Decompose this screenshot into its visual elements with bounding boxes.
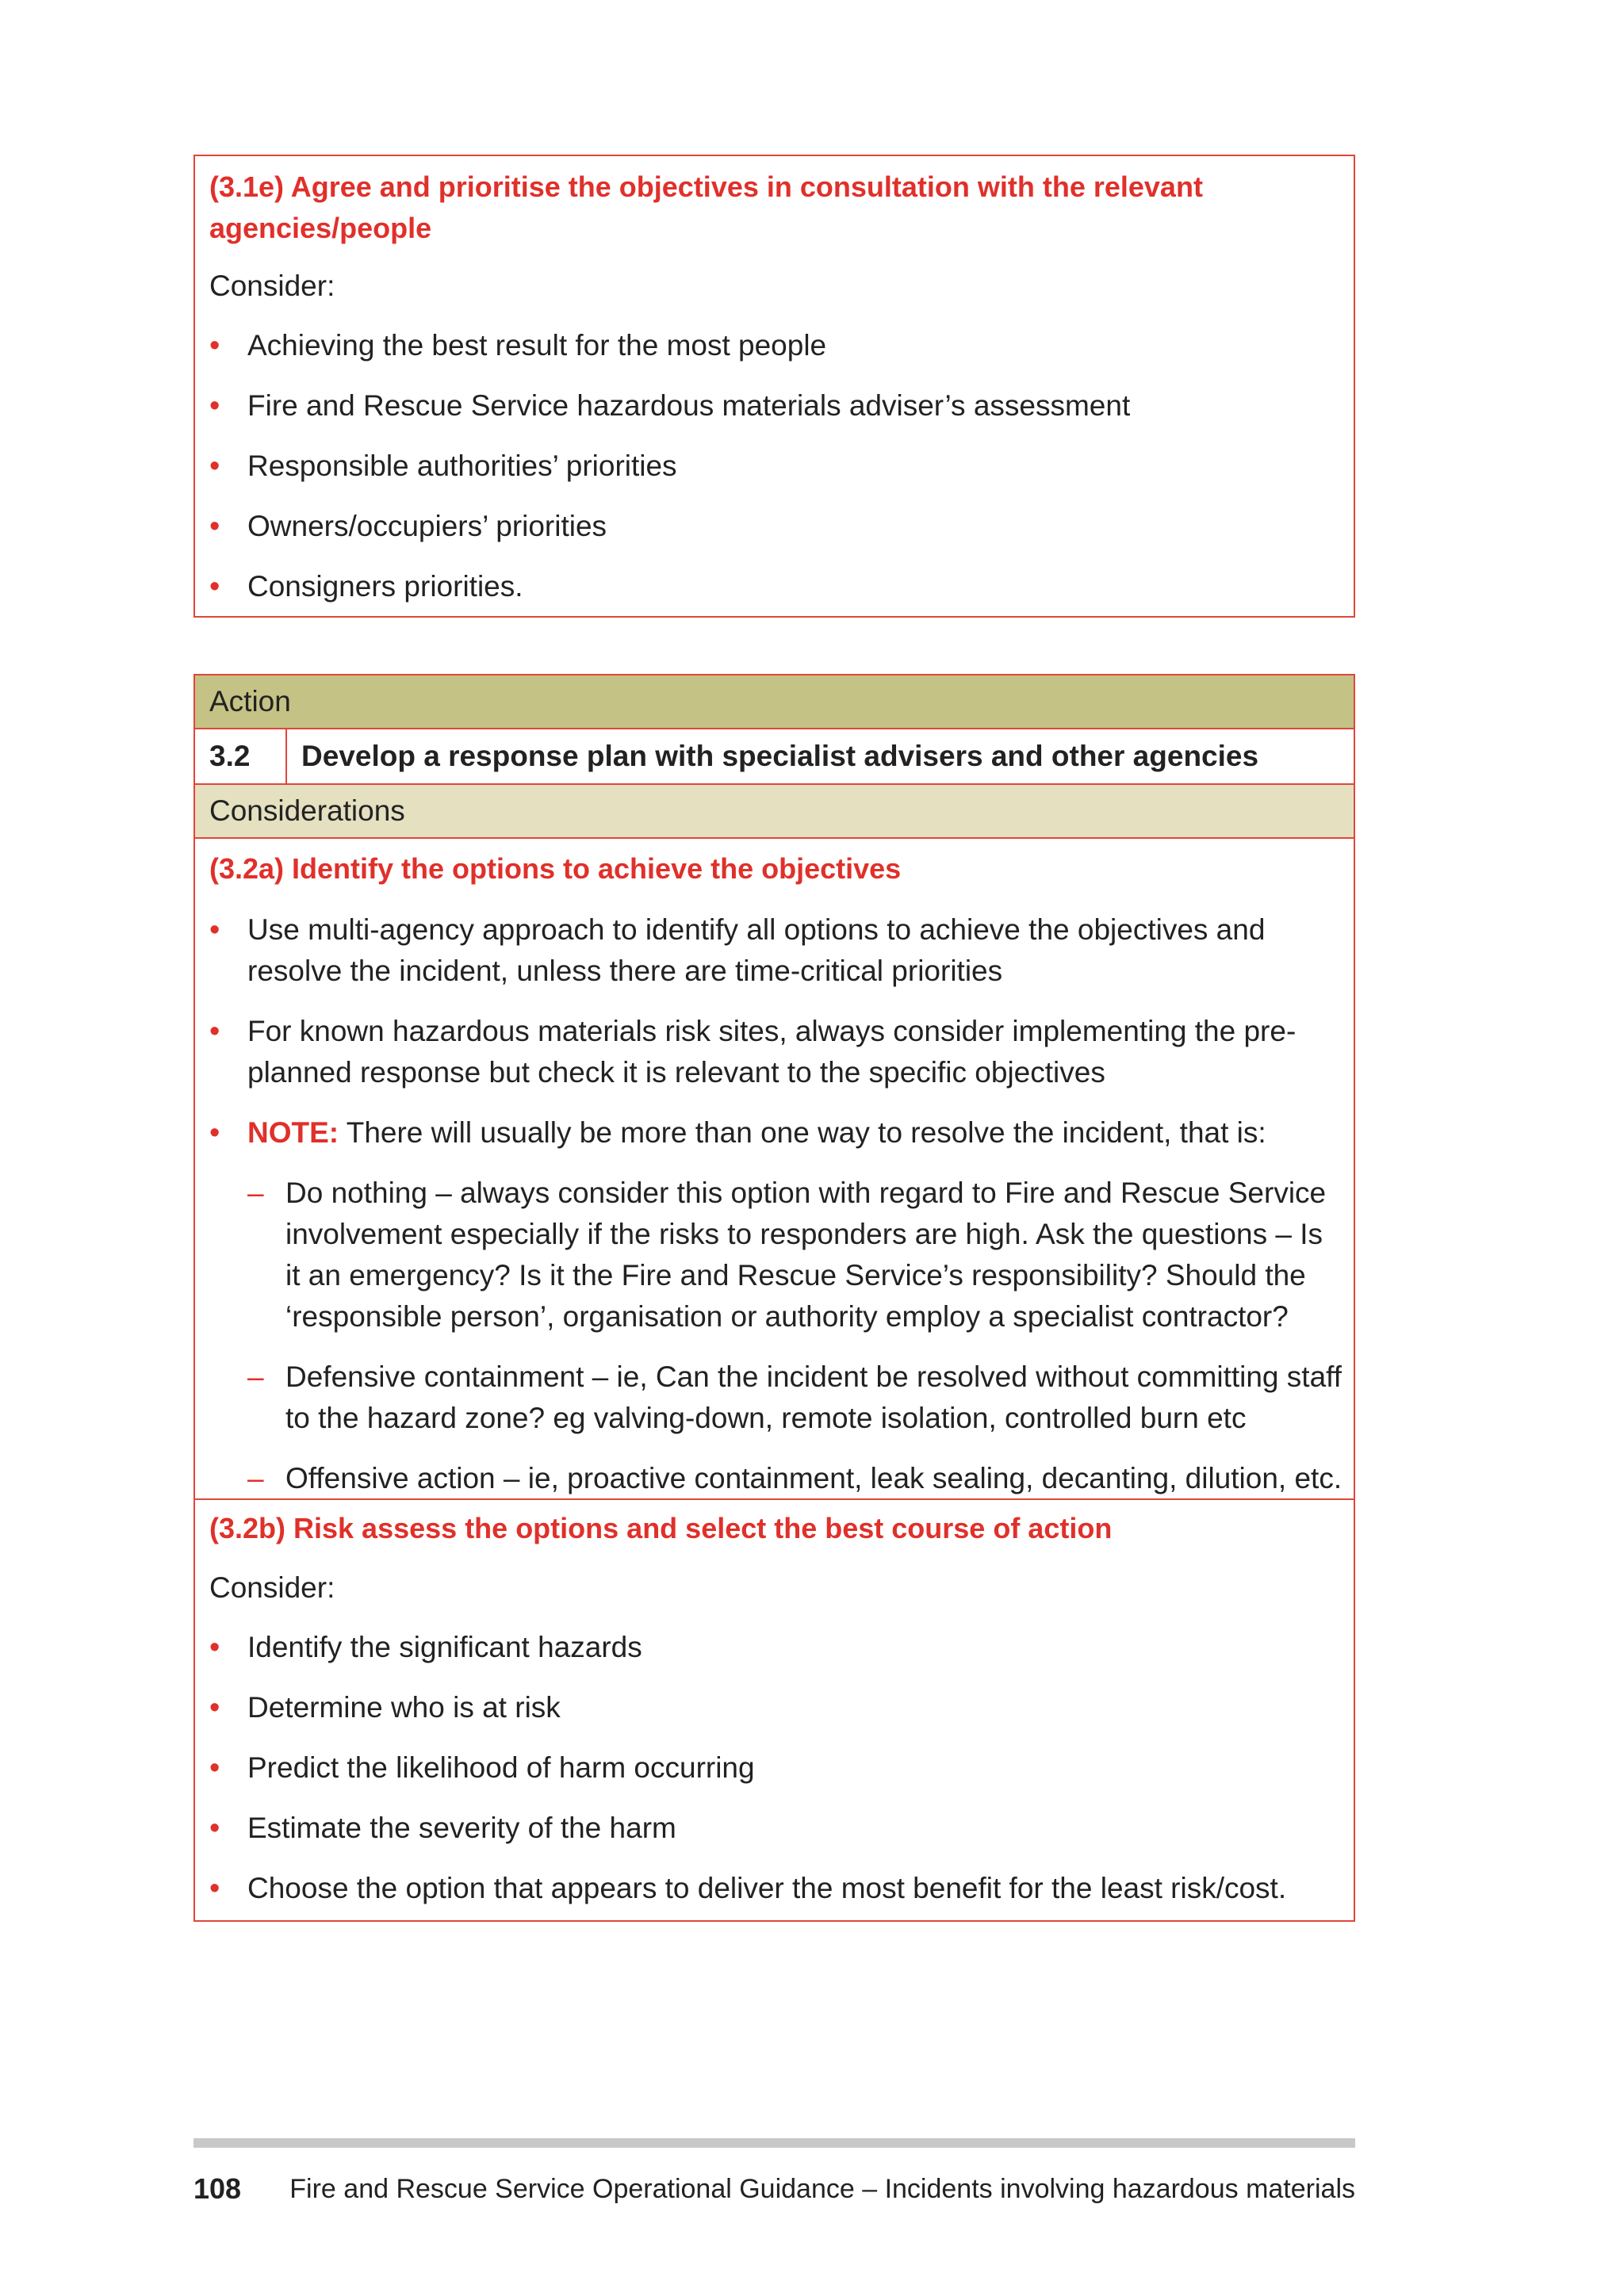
note-item [195,1112,1354,1154]
consideration-3-2a [195,839,1354,1500]
document-title: Fire and Rescue Service Operational Guidance – Incidents involving hazardous materials [289,2174,1355,2204]
list-item: • Predict the likelihood of harm occurring [195,1747,1354,1789]
box1-bullet-list [195,325,1354,607]
list-item: • Consigners priorities. [195,566,1354,607]
consider-label: Consider: [209,1571,335,1604]
page-number: 108 [193,2172,242,2205]
consideration-3-2b-heading: (3.2b) Risk assess the options and select the best course of action [209,1512,1113,1544]
list-item: • Choose the option that appears to deliver the most benefit for the least risk/cost. [195,1868,1354,1909]
section-b-bullet-list [195,1627,1354,1909]
list-item: – Offensive action – ie, proactive containment, leak sealing, decanting, dilution, etc. [195,1458,1354,1499]
list-item: • Responsible authorities’ priorities [195,446,1354,487]
footer-divider [193,2138,1355,2148]
action-row [195,729,1354,785]
list-item: – Defensive containment – ie, Can the incident be resolved without committing staff to the hazard zone? eg valving-down, remote isolation, controlled burn etc [195,1357,1354,1439]
list-item: • Fire and Rescue Service hazardous materials adviser’s assessment [195,385,1354,427]
list-item: • For known hazardous materials risk sites, always consider implementing the pre- planned response but check it is relevant to the specific objectives [195,1011,1354,1093]
consideration-3-2b [195,1500,1354,1909]
section-a-bullet-list [195,909,1354,1154]
list-item: • Estimate the severity of the harm [195,1808,1354,1849]
section-a-dash-list [195,1173,1354,1499]
objective-3-1e-heading: (3.1e) Agree and prioritise the objectives in consultation with the relevant agencies/people [209,170,1203,244]
action-header: Action [195,675,1354,729]
list-item: • Use multi-agency approach to identify all options to achieve the objectives and resolve the incident, unless there are time-critical priorities [195,909,1354,992]
list-item: • Identify the significant hazards [195,1627,1354,1668]
action-number: 3.2 [195,729,287,783]
consideration-3-2a-heading: (3.2a) Identify the options to achieve the objectives [209,852,902,885]
considerations-header: Considerations [195,785,1354,839]
action-title: Develop a response plan with specialist advisers and other agencies [301,740,1259,772]
list-item: • Achieving the best result for the most people [195,325,1354,366]
consider-label: Consider: [209,270,335,302]
objective-3-1e-box [193,155,1355,618]
action-3-2-table [193,674,1355,1922]
note-label: NOTE: [247,1116,339,1149]
note-text: There will usually be more than one way to resolve the incident, that is: [339,1116,1266,1149]
list-item: • Determine who is at risk [195,1687,1354,1728]
list-item: • Owners/occupiers’ priorities [195,506,1354,547]
list-item: – Do nothing – always consider this option with regard to Fire and Rescue Service involvement especially if the risks to responders are high. Ask the questions – Is it an emergency? Is it the Fire and Rescue Service’s responsibility? Should the ‘responsible person’, organisation or authority employ a specialist contractor? [195,1173,1354,1337]
